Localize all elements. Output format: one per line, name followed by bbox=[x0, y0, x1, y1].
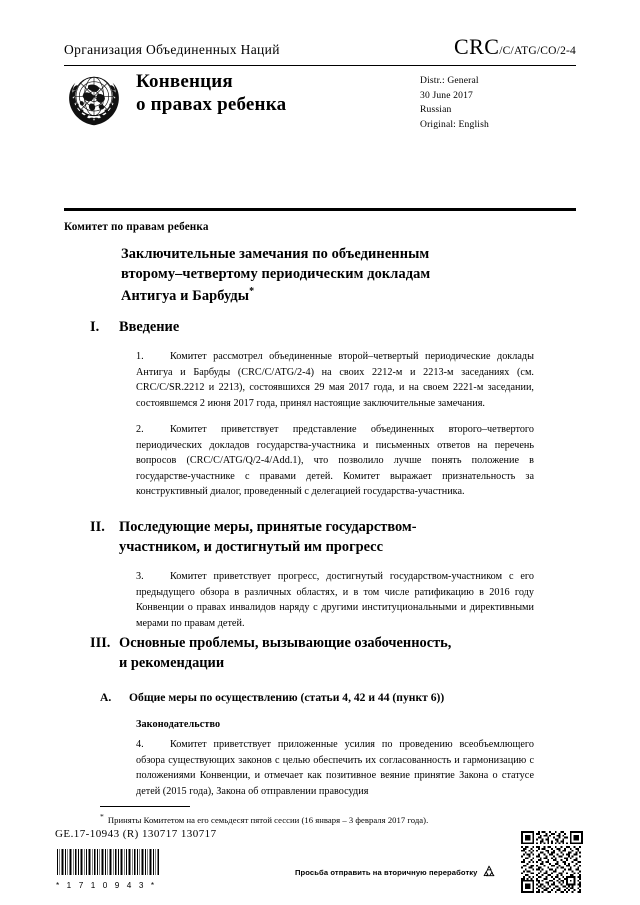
barcode-number: * 1 7 1 0 9 4 3 * bbox=[56, 881, 157, 890]
distribution-date: 30 June 2017 bbox=[420, 89, 473, 101]
paragraph-1-number: 1. bbox=[136, 351, 144, 362]
paragraph-3-number: 3. bbox=[136, 571, 144, 582]
section-ii-title-line1: Последующие меры, принятые государством- bbox=[119, 519, 417, 535]
convention-title-line1: Конвенция bbox=[136, 71, 233, 92]
page-title-line3-text: Антигуа и Барбуды bbox=[121, 287, 250, 304]
qr-code-icon bbox=[521, 831, 583, 893]
header-separator bbox=[64, 208, 576, 211]
barcode bbox=[56, 849, 160, 890]
subsection-a-title bbox=[129, 690, 540, 706]
qr-code bbox=[521, 831, 583, 898]
section-heading-iii bbox=[90, 634, 538, 673]
committee-name: Комитет по правам ребенка bbox=[64, 221, 209, 233]
masthead-row bbox=[64, 34, 576, 60]
section-heading-ii bbox=[90, 518, 530, 557]
distribution-info bbox=[420, 74, 489, 132]
paragraph-4-text: Комитет приветствует приложенные усилия по проведению всеобъемлющего обзора существующих законов с целью обеспечить их согласованность и гармонизацию с положениями Конвенции, и отмечает как позитивное веяние принятие Закона о статусе детей (2015 года), Закона об отправлении правосудия bbox=[136, 739, 534, 797]
paragraph-2-text: Комитет приветствует представление объединенных второго–четвертого периодических докладов государства-участника и письменных ответов на перечень вопросов (CRC/C/ATG/Q/2-4/Add.1), что позволило лучше понять положение в государстве-участнике с правами детей. Комитет выражает признательность за конструктивный диалог, проведенный с делегацией государства-участника. bbox=[136, 424, 534, 497]
distribution-language: Russian bbox=[420, 104, 452, 116]
subsection-heading-a bbox=[100, 690, 540, 706]
subheading-legislation: Законодательство bbox=[136, 719, 221, 730]
title-footnote-marker: * bbox=[249, 285, 255, 297]
masthead bbox=[64, 34, 576, 66]
document-symbol-suffix: /C/ATG/CO/2-4 bbox=[499, 45, 576, 57]
subsection-a-title-text: Общие меры по осуществлению (статьи 4, 42 и 44 (пункт 6)) bbox=[129, 691, 445, 704]
un-emblem-icon bbox=[64, 70, 124, 130]
paragraph-3-text: Комитет приветствует прогресс, достигнутый государством-участником с его предыдущего обзора в различных областях, и в том числе ратификацию в 2016 году Конвенции о правах инвалидов наряду с другими институциональными и директивными мерами по правам детей. bbox=[136, 571, 534, 629]
recycle-notice bbox=[295, 864, 497, 880]
section-ii-title-line2: участником, и достигнутый им прогресс bbox=[119, 538, 383, 555]
section-ii-title bbox=[119, 518, 530, 557]
subsection-a-letter: A. bbox=[100, 691, 112, 704]
job-number: GE.17-10943 (R) 130717 130717 bbox=[55, 828, 217, 840]
convention-block bbox=[64, 68, 576, 130]
page-title-line3 bbox=[121, 285, 541, 307]
paragraph-1-text: Комитет рассмотрел объединенные второй–четвертый периодические доклады Антигуа и Барбуды (CRC/C/ATG/2-4) на своих 2212-м и 2213-м заседаниях (см. CRC/C/SR.2212 и 2213), состоявшихся 29 мая 2017 года, и на своем 2221-м заседании, состоявшемся 2 июня 2017 года, принял настоящие заключительные замечания. bbox=[136, 351, 534, 409]
distribution-original: Original: English bbox=[420, 118, 489, 130]
page-title-line1: Заключительные замечания по объединенным bbox=[121, 246, 430, 262]
footnote bbox=[100, 812, 540, 826]
paragraph-3 bbox=[136, 569, 534, 631]
page-title-line2: второму–четвертому периодическим докладам bbox=[121, 265, 431, 282]
convention-title bbox=[136, 68, 576, 116]
section-iii-title-line1: Основные проблемы, вызывающие озабоченность, bbox=[119, 635, 452, 651]
masthead-divider bbox=[64, 65, 576, 66]
section-iii-numeral: III. bbox=[90, 635, 111, 651]
recycle-text: Просьба отправить на вторичную переработку bbox=[295, 867, 478, 877]
section-i-title bbox=[119, 318, 530, 338]
paragraph-4-number: 4. bbox=[136, 739, 144, 750]
organization-name: Организация Объединенных Наций bbox=[64, 42, 280, 57]
distribution-type: Distr.: General bbox=[420, 75, 479, 86]
section-iii-title-line2: и рекомендации bbox=[119, 654, 225, 671]
section-iii-title bbox=[119, 634, 538, 673]
page-title bbox=[121, 245, 541, 306]
footnote-text: Приняты Комитетом на его семьдесят пятой сессии (16 января – 3 февраля 2017 года). bbox=[107, 814, 429, 825]
section-heading-i bbox=[90, 318, 530, 338]
section-i-title-line1: Введение bbox=[119, 319, 180, 335]
paragraph-2 bbox=[136, 422, 534, 500]
document-symbol bbox=[454, 34, 576, 60]
paragraph-1 bbox=[136, 349, 534, 411]
footnote-marker: * bbox=[100, 812, 104, 821]
paragraph-2-number: 2. bbox=[136, 424, 144, 435]
recycle-icon bbox=[481, 864, 497, 880]
document-symbol-main: CRC bbox=[454, 34, 500, 59]
convention-title-line2: о правах ребенка bbox=[136, 94, 287, 116]
paragraph-4 bbox=[136, 737, 534, 799]
section-ii-numeral: II. bbox=[90, 519, 105, 535]
footnote-separator bbox=[100, 806, 190, 807]
section-i-numeral: I. bbox=[90, 319, 100, 335]
barcode-bars-icon bbox=[56, 849, 160, 875]
